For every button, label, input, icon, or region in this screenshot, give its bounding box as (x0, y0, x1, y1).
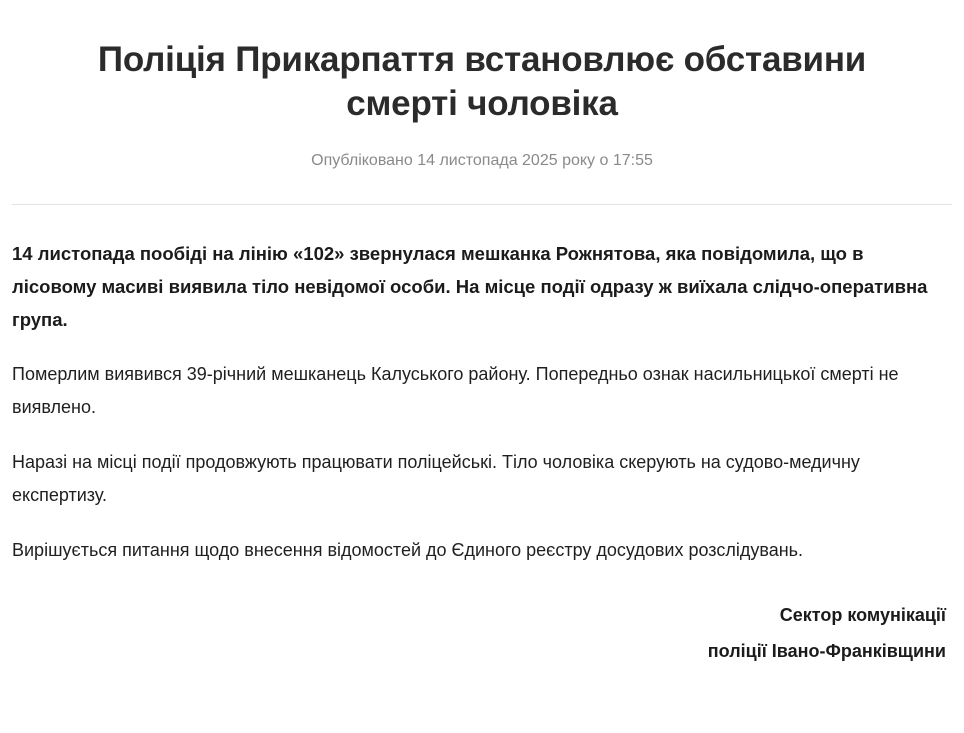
signature-line-2: поліції Івано-Франківщини (707, 641, 946, 661)
article-paragraph-2: Наразі на місці події продовжують працювати поліцейські. Тіло чоловіка скерують на судово-медичну експертизу. (12, 452, 860, 505)
article-page (0, 38, 964, 733)
signature-line-1: Сектор комунікації (779, 605, 946, 625)
article-paragraph-3: Вирішується питання щодо внесення відомостей до Єдиного реєстру досудових розслідувань. (12, 540, 804, 560)
article-body (12, 205, 952, 669)
page-title: Поліція Прикарпаття встановлює обставини смерті чоловіка (97, 40, 867, 123)
article-lead: 14 листопада пообіді на лінію «102» звернулася мешканка Рожнятова, яка повідомила, що в лісовому масиві виявила тіло невідомої особи. На місце події одразу ж виїхала слідчо-оперативна група. (12, 243, 928, 330)
publish-date: Опубліковано 14 листопада 2025 року о 17:55 (311, 152, 653, 169)
article-signature (12, 597, 952, 669)
article-paragraph-1: Померлим виявився 39-річний мешканець Калуського району. Попередньо ознак насильницької смерті не виявлено. (12, 364, 899, 417)
